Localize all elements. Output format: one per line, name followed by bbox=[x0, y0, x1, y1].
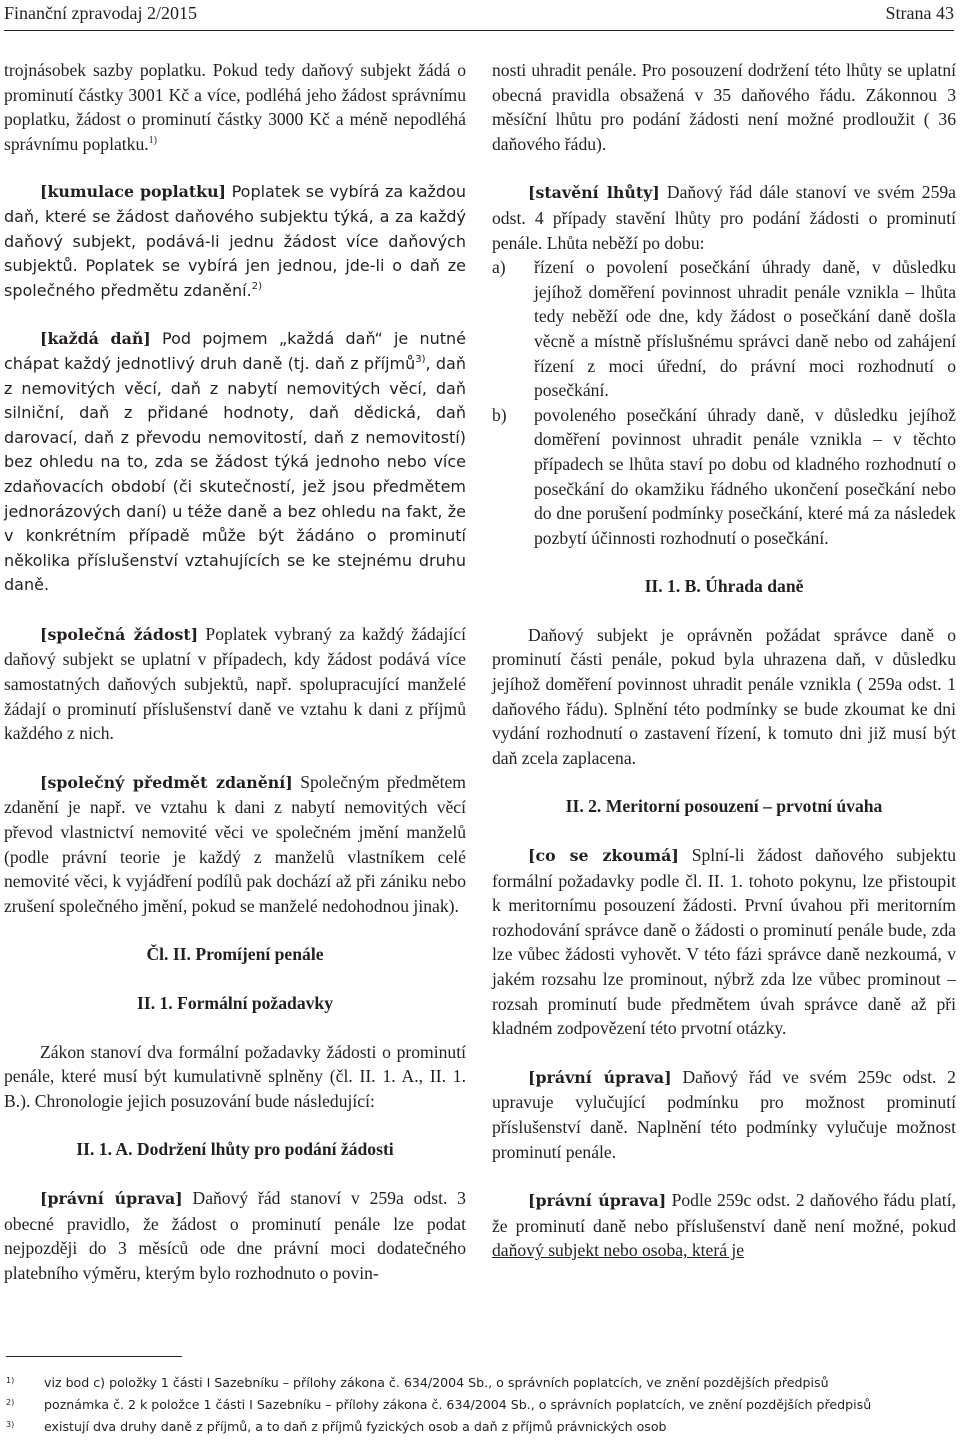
footnote-ref[interactable]: 3) bbox=[415, 353, 426, 365]
underlined-text: daňový subjekt nebo osoba, která je bbox=[492, 1240, 745, 1261]
paragraph-tag: [společný předmět zdanění] bbox=[40, 772, 293, 792]
subsection-heading: II. 1. Formální požadavky bbox=[137, 993, 333, 1013]
journal-title: Finanční zpravodaj 2/2015 bbox=[4, 3, 197, 23]
list-marker: a) bbox=[492, 257, 506, 278]
paragraph: Daňový subjekt je oprávněn požádat správce daně o prominutí části penále, pokud byla uhrazena daň, v důsledku jejíhož doměření povinnost uhradit penále vznikla ( 259a odst. 1 daňového řádu). Splnění této podmínky se bude zkoumat ke dni vydání rozhodnutí o zastavení řízení, k tomuto dni již musí být daň zcela zaplacena. bbox=[492, 624, 956, 768]
paragraph: [právní úprava] Podle 259c odst. 2 daňového řádu platí, že prominutí daně nebo příslušenství daně není možné, pokud daňový subjekt nebo osoba, která je bbox=[492, 1190, 956, 1261]
list-item: a) řízení o povolení posečkání úhrady daně, v důsledku jejíhož doměření povinnost uhradit penále vznikla – lhůta tedy neběží ode dne, kdy žádost o posečkání daně došla věcně a místně příslušnému správci daně nebo od zahájení řízení z moci úřední, do právní moci rozhodnutí o posečkání. bbox=[492, 257, 956, 401]
subsection-heading: II. 1. A. Dodržení lhůty pro podání žádosti bbox=[76, 1139, 394, 1160]
paragraph: [stavění lhůty] Daňový řád dále stanoví ve svém 259a odst. 4 případy stavění lhůty pro podání žádosti o prominutí penále. Lhůta neběží po dobu: bbox=[492, 182, 956, 253]
paragraph: [co se zkoumá] Splní-li žádost daňového subjektu formální požadavky podle čl. II. 1. tohoto pokynu, lze přistoupit k meritornímu posouzení žádosti. První úvahou při meritorním rozhodování správce daně o žádosti o prominutí penále bude, zda lze vůbec žádosti vyhovět. V této fázi správce daně nezkoumá, v jakém rozsahu lze prominout, nýbrž zda lze vůbec prominout – rozsah prominutí bude předmětem úvah správce daně až při kladném zodpovězení této prvotní otázky. bbox=[492, 845, 956, 1039]
paragraph: [kumulace poplatku] Poplatek se vybírá za každou daň, které se žádost daňového subjektu týká, a za každý daňový subjekt, podává-li jednu žádost více daňových subjektů. Poplatek se vybírá jen jednou, jde-li o daň ze společného předmětu zdanění.$^{2)}$ bbox=[4, 182, 467, 300]
paragraph-tag: [kumulace poplatku] bbox=[40, 182, 227, 202]
paragraph: [každá daň] Pod pojmem „každá daň“ je nutné chápat každý jednotlivý druh daně (tj. daň z příjmů$^{3)}$, daň z nemovitých věcí, daň z nabytí nemovitých věcí, daň silniční, daň z přidané hodnoty, daň dědická, daň darovací, daň z převodu nemovitostí, daň z nemovitostí) bez ohledu na to, zda se žádost týká jednoho nebo více zdaňovacích období (či skutečností, jež jsou předmětem jednorázových daní) u téže daně a bez ohledu na fakt, že v konkrétním případě může být žádáno o prominutí několika příslušenství vztahujících se ke stejnému druhu daně. bbox=[4, 329, 467, 595]
paragraph: [právní úprava] Daňový řád ve svém 259c odst. 2 upravuje vylučující podmínku pro možnost prominutí příslušenství daně. Naplnění této podmínky vylučuje možnost prominutí penále. bbox=[492, 1066, 956, 1162]
footnotes bbox=[6, 1372, 956, 1438]
paragraph-tag: [každá daň] bbox=[40, 329, 151, 349]
running-header bbox=[4, 0, 954, 31]
list-marker: b) bbox=[492, 404, 507, 425]
paragraph: [společný předmět zdanění] Společným předmětem zdanění je např. ve vztahu k dani z nabytí nemovitých věcí převod vlastnictví nemovité věci ve společném jmění manželů (podle právní teorie je každý z manželů vlastníkem celé nemovité věci, k vyjádření podílů pak dochází až při zániku nebo zrušení společného jmění, pokud se manželé nedohodnou jinak). bbox=[4, 771, 466, 916]
paragraph-tag: [právní úprava] bbox=[528, 1191, 667, 1211]
page-number: Strana 43 bbox=[885, 3, 954, 23]
footnote-number: 1) bbox=[6, 1376, 15, 1385]
footnote-number: 3) bbox=[6, 1420, 15, 1429]
paragraph: nosti uhradit penále. Pro posouzení dodržení této lhůty se uplatní obecná pravidla obsažená v 35 daňového řádu. Zákonnou 3 měsíční lhůtu pro podání žádosti není možné prodloužit ( 36 daňového řádu). bbox=[492, 60, 956, 154]
footnote-divider bbox=[6, 1356, 182, 1357]
footnote-ref[interactable]: 2) bbox=[251, 280, 262, 292]
list-item: b) povoleného posečkání úhrady daně, v důsledku jejíhož doměření povinnost uhradit penále vznikla – v těchto případech se lhůta staví po dobu od kladného rozhodnutí o posečkání do okamžiku řádného ukončení posečkání nebo do dne porušení podmínky posečkání, které má za následek pozbytí účinnosti rozhodnutí o posečkání. bbox=[492, 404, 956, 548]
paragraph-tag: [právní úprava] bbox=[40, 1188, 183, 1208]
paragraph-tag: [právní úprava] bbox=[528, 1067, 672, 1087]
paragraph: [právní úprava] Daňový řád stanoví v 259a odst. 3 obecné pravidlo, že žádost o prominutí penále lze podat nejpozději do 3 měsíců ode dne právní moci dodatečného platebního výměru, kterým bylo rozhodnuto o povin- bbox=[4, 1187, 466, 1283]
paragraph: Zákon stanoví dva formální požadavky žádosti o prominutí penále, které musí být kumulativně splněny (čl. II. 1. A., II. 1. B.). Chronologie jejich posuzování bude následující: bbox=[4, 1041, 466, 1111]
subsection-heading: II. 2. Meritorní posouzení – prvotní úvaha bbox=[565, 796, 883, 817]
right-column bbox=[492, 58, 956, 1263]
paragraph-tag: [stavění lhůty] bbox=[528, 183, 660, 203]
footnote bbox=[6, 1416, 956, 1438]
section-heading: Čl. II. Promíjení penále bbox=[146, 944, 324, 965]
subsection-heading: II. 1. B. Úhrada daně bbox=[644, 576, 804, 597]
footnote-ref[interactable]: 1) bbox=[148, 134, 157, 146]
left-column bbox=[4, 58, 466, 1285]
footnote-text: existují dva druhy daně z příjmů, a to daň z příjmů fyzických osob a daň z příjmů právnických osob bbox=[44, 1419, 667, 1434]
footnote-text: viz bod c) položky 1 části I Sazebníku – přílohy zákona č. 634/2004 Sb., o správních poplatcích, ve znění pozdějších předpisů bbox=[44, 1375, 829, 1390]
paragraph-tag: [co se zkoumá] bbox=[528, 846, 679, 866]
footnote bbox=[6, 1394, 956, 1416]
footnote bbox=[6, 1372, 956, 1394]
footnote-number: 2) bbox=[6, 1398, 15, 1407]
condition-list bbox=[492, 255, 956, 550]
paragraph: trojnásobek sazby poplatku. Pokud tedy daňový subjekt žádá o prominutí částky 3001 Kč a více, podléhá jeho žádost správnímu poplatku, žádost o prominutí částky 3000 Kč a méně nepodléhá správnímu poplatku.$^{1)}$ bbox=[4, 60, 466, 154]
paragraph: [společná žádost] Poplatek vybraný za každý žádající daňový subjekt se uplatní v případech, kdy žádost podává více samostatných daňových subjektů, např. spolupracující manželé žádají o prominutí příslušenství daně ve vztahu k dani z příjmů každého z nich. bbox=[4, 623, 466, 744]
footnote-text: poznámka č. 2 k položce 1 části I Sazebníku – přílohy zákona č. 634/2004 Sb., o správních poplatcích, ve znění pozdějších předpisů bbox=[44, 1397, 872, 1412]
paragraph-tag: [společná žádost] bbox=[40, 624, 199, 644]
